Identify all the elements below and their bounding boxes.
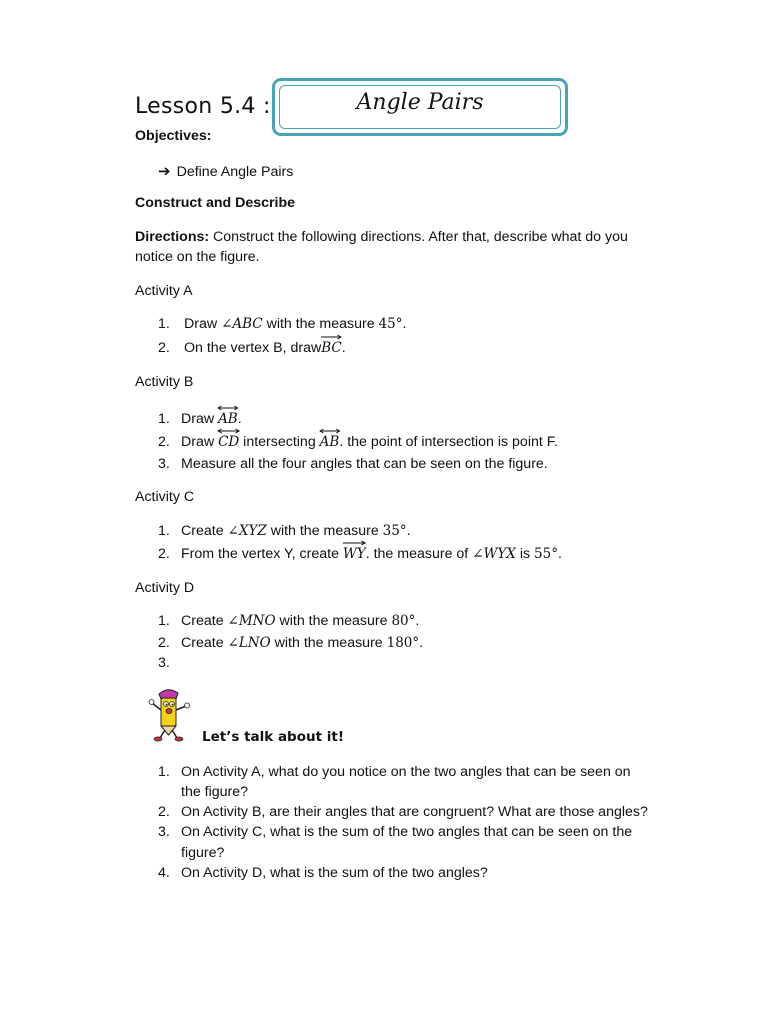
c1-text-c: . — [406, 523, 411, 539]
talk-question-1-line-2: the figure? — [181, 784, 249, 800]
b1-text-c: . — [237, 411, 242, 427]
activity-d-title: Activity D — [135, 580, 195, 596]
page-title: Angle Pairs — [356, 89, 484, 115]
activity-a-num-2: 2. — [158, 340, 170, 356]
activity-c-item-2 — [181, 546, 562, 562]
b2-text-c: . the point of intersection is point F. — [339, 434, 558, 450]
d2-text-b: with the measure — [270, 635, 387, 651]
activity-d-num-1: 1. — [158, 613, 170, 629]
activity-a-title: Activity A — [135, 283, 193, 299]
activity-d-num-3: 3. — [158, 655, 170, 671]
line-ab — [320, 434, 340, 450]
right-arrow-icon: ➔ — [158, 162, 171, 180]
d1-text-a: Create — [181, 613, 228, 629]
c2-measure: 55° — [534, 546, 558, 562]
b1-line-label: AB — [218, 411, 238, 427]
b2-text-a: Draw — [181, 434, 219, 450]
directions-label: Directions: — [135, 229, 210, 245]
talk-num-1: 1. — [158, 764, 170, 780]
activity-c-item-1 — [181, 523, 411, 539]
ray-bc — [321, 340, 342, 356]
d1-text-c: . — [415, 613, 420, 629]
title-box — [272, 78, 568, 136]
ray-arrow-icon — [321, 334, 342, 340]
talk-num-4: 4. — [158, 865, 170, 881]
b2-line-label-ab: AB — [319, 434, 340, 450]
activity-b-item-3: Measure all the four angles that can be seen on the figure. — [181, 456, 548, 472]
talk-question-2: On Activity B, are their angles that are congruent? What are those angles? — [181, 804, 648, 820]
d2-text-c: . — [419, 635, 424, 651]
directions-line-1 — [135, 229, 628, 245]
c2-text-b: . the measure of — [365, 546, 473, 562]
b2-text-b: intersecting — [239, 434, 320, 450]
activity-c-num-1: 1. — [158, 523, 170, 539]
c2-angle-symbol: ∠WYX — [472, 546, 516, 562]
talk-question-3-line-1: On Activity C, what is the sum of the two angles that can be seen on the — [181, 824, 633, 840]
activity-d-item-2 — [181, 635, 423, 651]
d1-angle-symbol: ∠MNO — [227, 613, 276, 629]
line-arrow-icon — [218, 428, 239, 434]
line-arrow-icon — [320, 428, 340, 434]
talk-question-3-line-2: figure? — [181, 845, 225, 861]
d1-measure: 80° — [391, 613, 416, 629]
talk-heading: Let’s talk about it! — [202, 729, 344, 745]
c2-ray-label: WY — [342, 546, 366, 562]
ray-arrow-icon — [343, 540, 366, 546]
a1-text-c: . — [402, 316, 407, 332]
pencil-mascot-icon — [146, 686, 192, 742]
activity-c-num-2: 2. — [158, 546, 170, 562]
c2-text-d: . — [557, 546, 562, 562]
objective-text: Define Angle Pairs — [176, 164, 294, 180]
activity-c-title: Activity C — [135, 489, 195, 505]
activity-a-item-1 — [184, 316, 406, 332]
talk-question-1-line-1: On Activity A, what do you notice on the two angles that can be seen on — [181, 764, 631, 780]
line-arrow-icon — [218, 405, 238, 411]
ray-wy — [343, 546, 366, 562]
objective-item — [158, 162, 293, 180]
activity-a-num-1: 1. — [158, 316, 170, 332]
objectives-heading: Objectives: — [135, 128, 212, 144]
talk-num-2: 2. — [158, 804, 170, 820]
a2-ray-label: BC — [321, 340, 342, 356]
c2-text-c: is — [515, 546, 535, 562]
a1-angle-symbol: ∠ABC — [221, 316, 263, 332]
talk-question-4: On Activity D, what is the sum of the two angles? — [181, 865, 488, 881]
d2-angle-symbol: ∠LNO — [227, 635, 271, 651]
activity-b-num-3: 3. — [158, 456, 170, 472]
construct-heading: Construct and Describe — [135, 195, 296, 211]
activity-b-item-1 — [181, 411, 242, 427]
b2-line-label-cd: CD — [218, 434, 240, 450]
d2-text-a: Create — [181, 635, 228, 651]
a1-text-a: Draw — [184, 316, 222, 332]
line-ab — [218, 411, 238, 427]
activity-d-item-1 — [181, 613, 419, 629]
activity-a-item-2 — [184, 340, 346, 356]
lesson-label: Lesson 5.4 : — [135, 94, 271, 119]
c1-angle-symbol: ∠XYZ — [227, 523, 267, 539]
directions-line-2: notice on the figure. — [135, 249, 260, 265]
d2-measure: 180° — [386, 635, 420, 651]
a2-text-a: On the vertex B, draw — [184, 340, 322, 356]
a1-measure: 45° — [378, 316, 403, 332]
line-cd — [218, 434, 239, 450]
c1-text-a: Create — [181, 523, 228, 539]
activity-d-num-2: 2. — [158, 635, 170, 651]
c2-text-a: From the vertex Y, create — [181, 546, 343, 562]
b1-text-a: Draw — [181, 411, 219, 427]
c1-measure: 35° — [382, 523, 407, 539]
activity-b-item-2 — [181, 434, 558, 450]
talk-num-3: 3. — [158, 824, 170, 840]
activity-b-num-2: 2. — [158, 434, 170, 450]
title-inner-border — [279, 85, 561, 129]
a1-text-b: with the measure — [262, 316, 379, 332]
activity-b-title: Activity B — [135, 374, 194, 390]
c1-text-b: with the measure — [266, 523, 383, 539]
activity-b-num-1: 1. — [158, 411, 170, 427]
a2-text-c: . — [341, 340, 346, 356]
directions-text-1: Construct the following directions. After that, describe what do you — [209, 229, 628, 245]
d1-text-b: with the measure — [275, 613, 392, 629]
